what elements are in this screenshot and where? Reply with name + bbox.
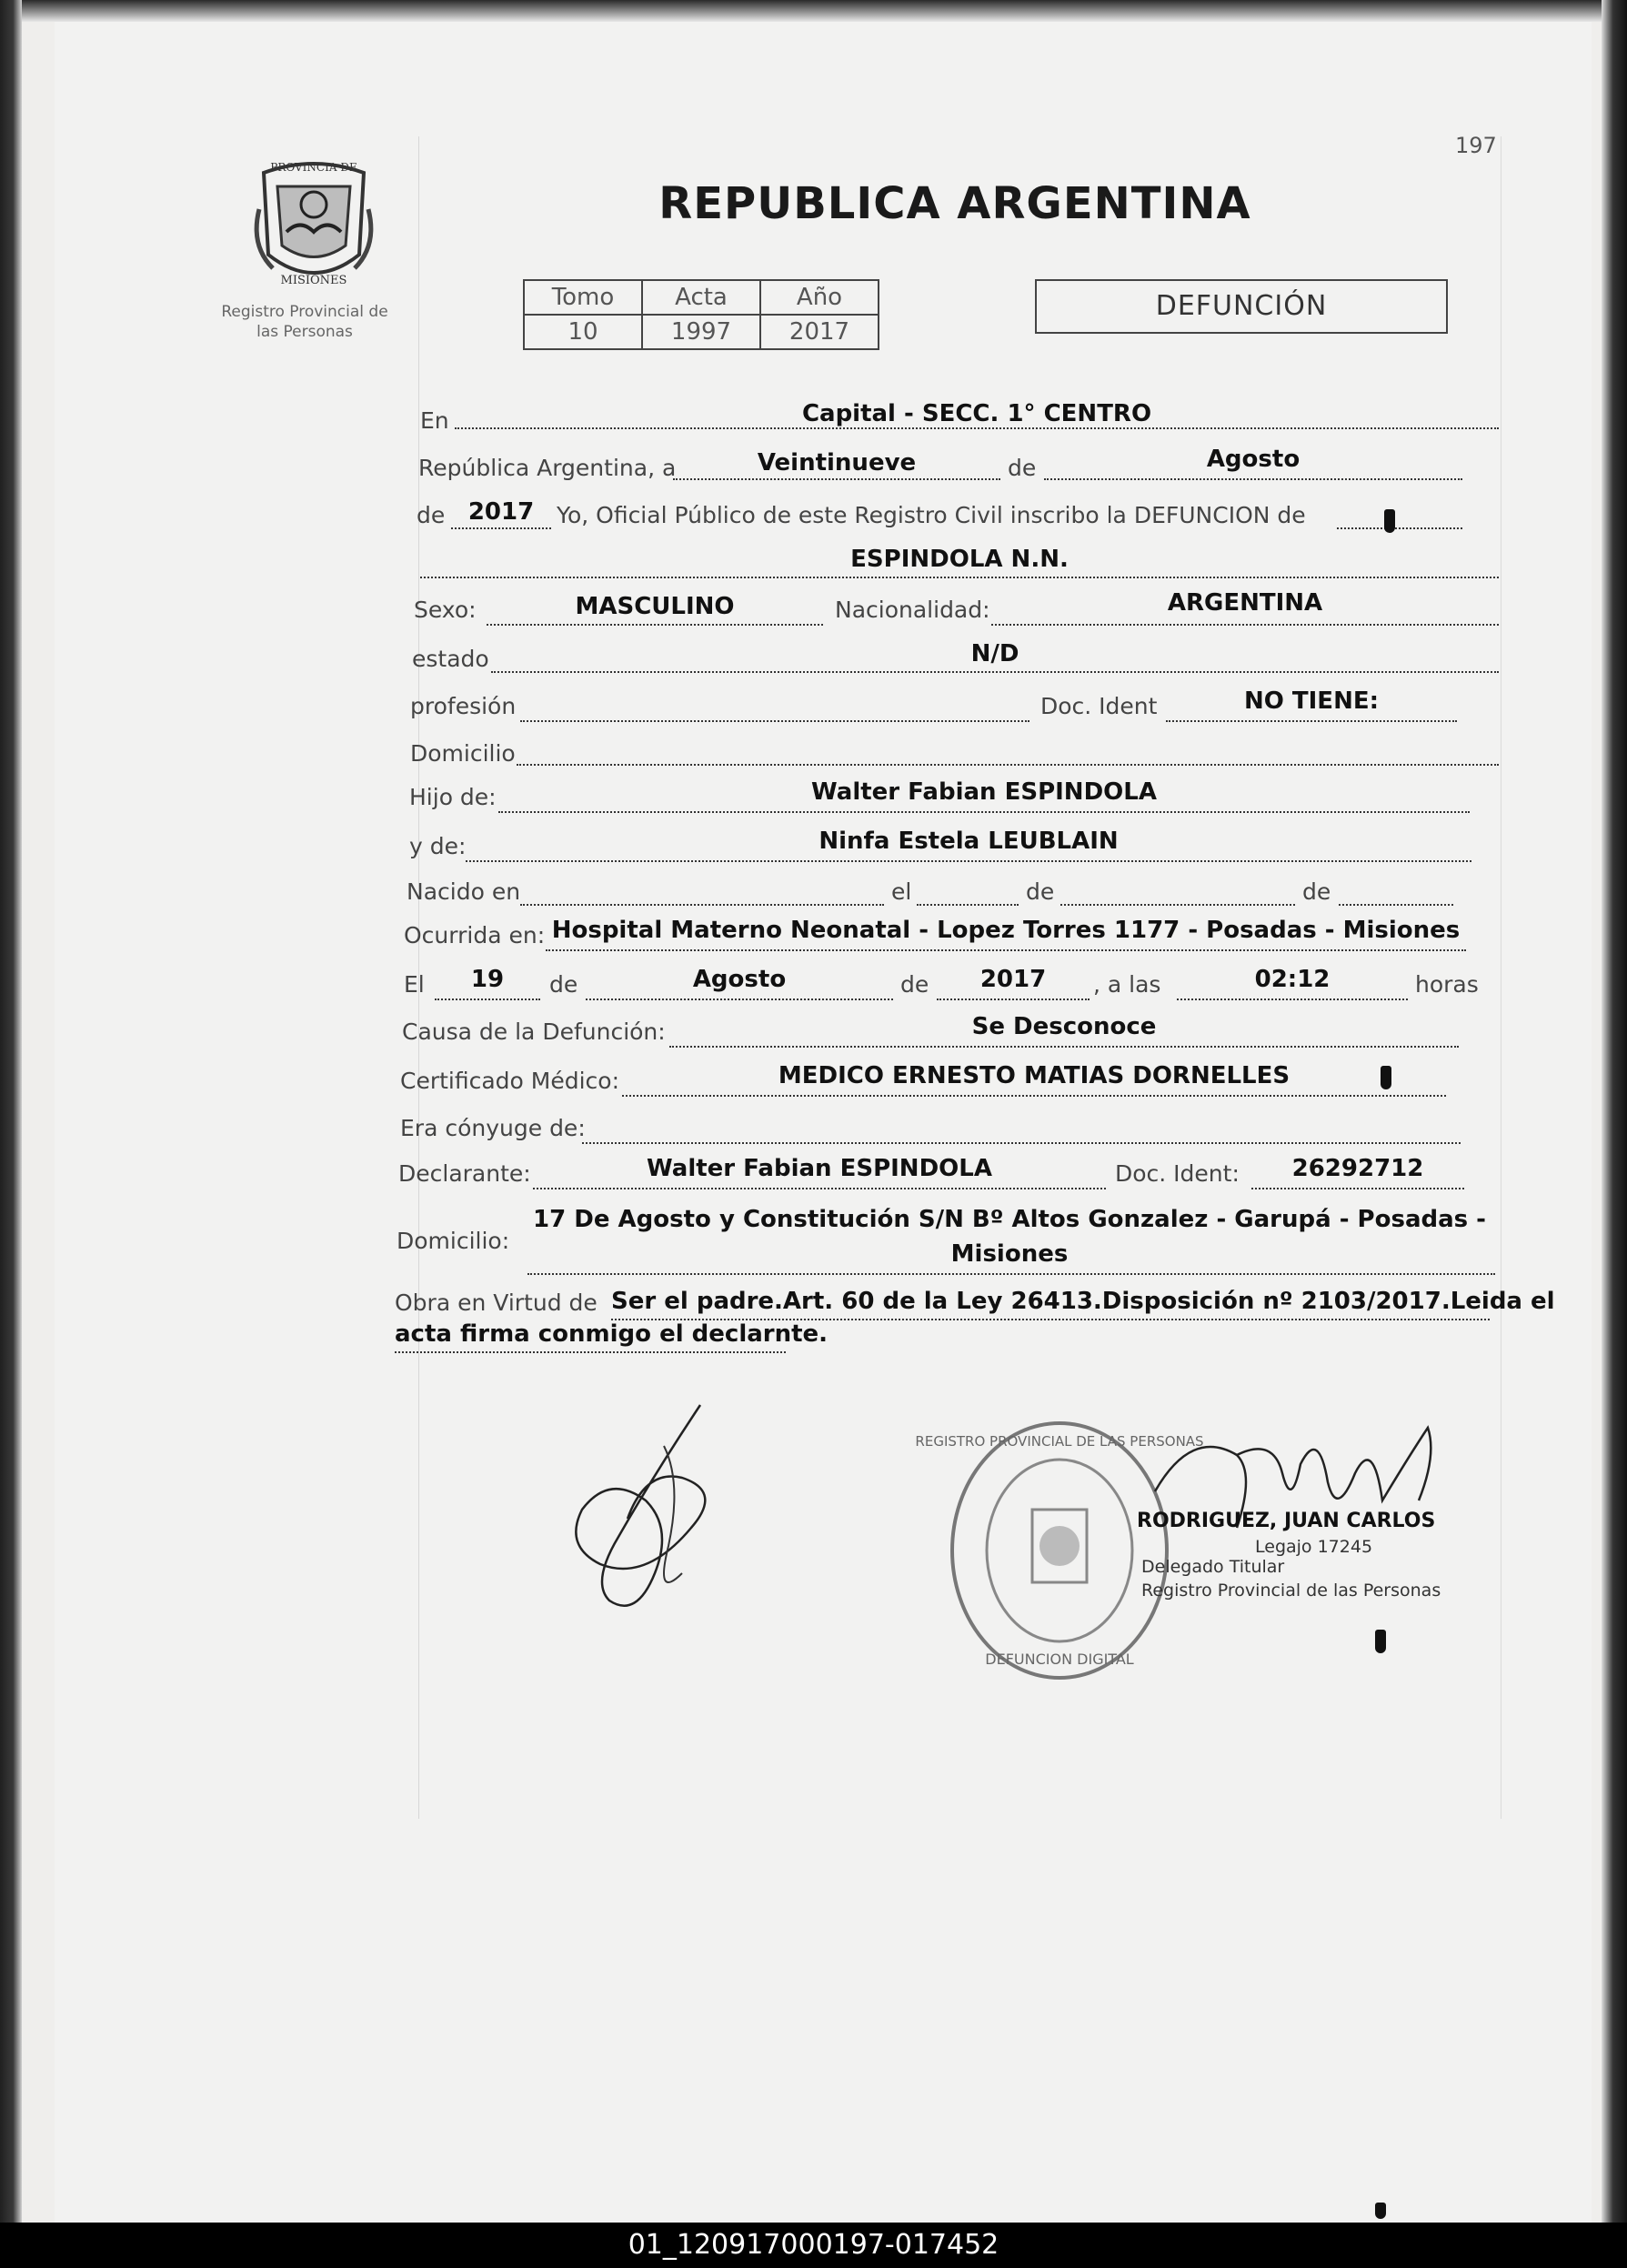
alas-label: , a las xyxy=(1093,971,1161,998)
estado-value: N/D xyxy=(970,640,1019,667)
obra-line2: acta firma conmigo el declarnte. xyxy=(395,1320,829,1348)
certificado-line xyxy=(622,1095,1446,1097)
document-paper xyxy=(55,22,1592,2223)
doc-ident-line xyxy=(1166,720,1457,722)
hora-value: 02:12 xyxy=(1254,966,1331,993)
ink-mark xyxy=(1375,2203,1386,2219)
mes-def-value: Agosto xyxy=(692,966,787,993)
registry-label: Registro Provincial de las Personas xyxy=(221,303,388,341)
nacido-el-label: el xyxy=(891,878,912,905)
scan-edge-right xyxy=(1602,0,1627,2228)
meta-header-tomo: Tomo xyxy=(524,280,642,315)
estado-line xyxy=(491,671,1499,673)
ink-mark xyxy=(1375,1630,1386,1653)
nombre-value: ESPINDOLA N.N. xyxy=(850,546,1069,573)
record-meta-table xyxy=(523,279,879,350)
mes-value: Agosto xyxy=(1206,446,1301,473)
mes-def-line xyxy=(586,999,893,1000)
sexo-label: Sexo: xyxy=(414,597,477,623)
ink-mark xyxy=(1381,1066,1391,1089)
dia-def-value: 19 xyxy=(470,966,505,993)
yde-line xyxy=(466,860,1471,862)
nacido-line xyxy=(520,904,884,906)
hora-line xyxy=(1177,999,1408,1000)
domicilio-line xyxy=(517,764,1499,766)
anio-def-line xyxy=(937,999,1090,1000)
mes-def-de-label: de xyxy=(900,971,929,998)
meta-header-acta: Acta xyxy=(642,280,760,315)
declarant-signature-icon xyxy=(555,1391,764,1628)
meta-value-acta: 1997 xyxy=(642,315,760,349)
conyuge-label: Era cónyuge de: xyxy=(400,1115,586,1141)
sexo-line xyxy=(487,624,823,626)
emblem-text-bottom: MISIONES xyxy=(280,274,347,287)
record-type-box: DEFUNCIÓN xyxy=(1035,279,1448,334)
nacionalidad-value: ARGENTINA xyxy=(1167,589,1323,617)
oficial-text: Yo, Oficial Público de este Registro Civil inscribo la DEFUNCION de xyxy=(557,502,1306,528)
ocurrida-line xyxy=(546,949,1466,951)
doc-ident2-line xyxy=(1251,1188,1464,1189)
nacido-de-label-1: de xyxy=(1026,878,1055,905)
declarante-value: Walter Fabian ESPINDOLA xyxy=(647,1155,992,1182)
declarante-line xyxy=(533,1188,1106,1189)
de-label-2: de xyxy=(417,502,446,528)
yde-value: Ninfa Estela LEUBLAIN xyxy=(819,828,1119,855)
nacido-label: Nacido en xyxy=(407,878,521,905)
profesion-line xyxy=(520,720,1029,722)
page-number: 197 xyxy=(1455,133,1497,158)
estado-label: estado xyxy=(412,646,489,672)
nombre-line xyxy=(420,577,1499,578)
domicilio2-line2: Misiones xyxy=(950,1240,1069,1268)
official-role: Delegado Titular xyxy=(1141,1557,1285,1577)
profesion-label: profesión xyxy=(410,693,517,719)
anio-def-value: 2017 xyxy=(979,966,1047,993)
sexo-value: MASCULINO xyxy=(575,593,735,620)
scan-edge-top xyxy=(0,0,1627,22)
conyuge-line xyxy=(582,1142,1461,1144)
meta-header-anio: Año xyxy=(760,280,879,315)
doc-ident-value: NO TIENE: xyxy=(1243,687,1379,715)
doc-ident-label: Doc. Ident xyxy=(1040,693,1158,719)
provincial-seal-icon xyxy=(246,155,382,291)
obra-line2-dots xyxy=(395,1351,786,1353)
republica-label: República Argentina, a xyxy=(418,455,677,481)
stamp-bottom: DEFUNCION DIGITAL xyxy=(985,1651,1134,1668)
nacido-dia-line xyxy=(917,904,1019,906)
document-title: REPUBLICA ARGENTINA xyxy=(658,178,1251,229)
nacido-anio-line xyxy=(1339,904,1453,906)
horas-label: horas xyxy=(1415,971,1479,998)
obra-line1: Ser el padre.Art. 60 de la Ley 26413.Disposición nº 2103/2017.Leida el xyxy=(611,1288,1555,1315)
official-signature-icon xyxy=(1137,1419,1464,1555)
yde-label: y de: xyxy=(409,833,467,859)
official-dept: Registro Provincial de las Personas xyxy=(1141,1581,1441,1601)
certificado-value: MEDICO ERNESTO MATIAS DORNELLES xyxy=(778,1062,1291,1089)
emblem-text-top: PROVINCIA DE xyxy=(270,161,357,174)
declarante-label: Declarante: xyxy=(398,1160,531,1187)
scan-edge-left xyxy=(0,0,22,2228)
domicilio-label: Domicilio xyxy=(410,740,516,767)
causa-line xyxy=(669,1046,1459,1048)
nacionalidad-line xyxy=(991,624,1499,626)
stamp-text: REGISTRO PROVINCIAL DE LAS PERSONAS xyxy=(915,1433,1204,1450)
mes-line xyxy=(1044,478,1462,480)
dia-def-de-label: de xyxy=(549,971,578,998)
meta-value-tomo: 10 xyxy=(524,315,642,349)
official-legajo: Legajo 17245 xyxy=(1255,1537,1373,1557)
nacido-de-label-2: de xyxy=(1302,878,1331,905)
dia-def-line xyxy=(435,999,540,1000)
domicilio2-line1: 17 De Agosto y Constitución S/N Bº Altos Gonzalez - Garupá - Posadas - xyxy=(533,1206,1486,1233)
en-line xyxy=(455,427,1499,429)
defuncion-de-line xyxy=(1337,527,1462,529)
dia-line xyxy=(673,478,1000,480)
file-id-footer: 01_120917000197-017452 xyxy=(0,2223,1627,2268)
hijo-line xyxy=(498,811,1470,813)
en-value: Capital - SECC. 1° CENTRO xyxy=(801,400,1152,427)
el-label: El xyxy=(404,971,425,998)
doc-ident2-label: Doc. Ident: xyxy=(1115,1160,1240,1187)
obra-label: Obra en Virtud de xyxy=(395,1290,598,1316)
anio-value: 2017 xyxy=(467,498,535,526)
doc-ident2-value: 26292712 xyxy=(1291,1155,1424,1182)
domicilio2-label: Domicilio: xyxy=(397,1228,510,1254)
certificado-label: Certificado Médico: xyxy=(400,1068,620,1094)
de-label-1: de xyxy=(1008,455,1037,481)
dia-value: Veintinueve xyxy=(757,449,917,477)
hijo-label: Hijo de: xyxy=(409,784,497,810)
nacionalidad-label: Nacionalidad: xyxy=(835,597,990,623)
official-name: RODRIGUEZ, JUAN CARLOS xyxy=(1137,1510,1436,1532)
hijo-value: Walter Fabian ESPINDOLA xyxy=(811,778,1157,806)
causa-value: Se Desconoce xyxy=(971,1013,1157,1040)
ocurrida-value: Hospital Materno Neonatal - Lopez Torres 1177 - Posadas - Misiones xyxy=(551,917,1461,944)
ink-mark xyxy=(1384,509,1395,533)
en-label: En xyxy=(420,407,449,434)
meta-value-anio: 2017 xyxy=(760,315,879,349)
anio-line xyxy=(451,527,551,529)
causa-label: Causa de la Defunción: xyxy=(402,1019,666,1045)
ocurrida-label: Ocurrida en: xyxy=(404,922,546,948)
nacido-mes-line xyxy=(1060,904,1295,906)
domicilio2-line xyxy=(527,1273,1495,1275)
